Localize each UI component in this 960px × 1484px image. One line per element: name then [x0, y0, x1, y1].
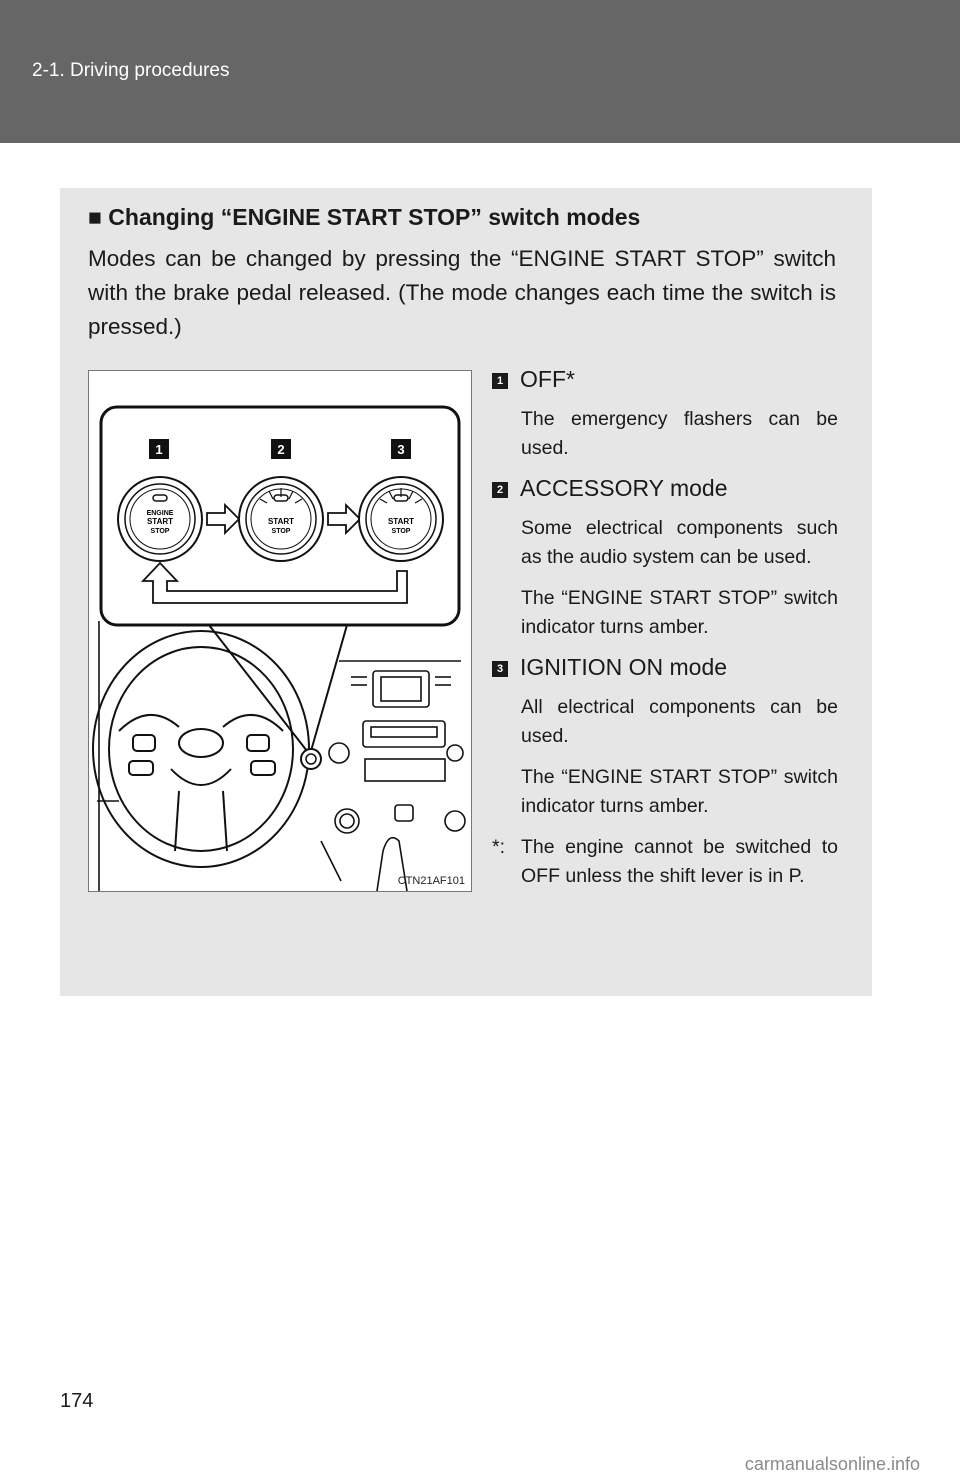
number-badge-2: 2	[492, 482, 508, 498]
page-number: 174	[60, 1390, 94, 1412]
mode-name: ACCESSORY mode	[520, 475, 728, 501]
number-badge-3: 3	[492, 661, 508, 677]
svg-text:STOP: STOP	[271, 528, 291, 535]
info-panel	[60, 188, 872, 996]
number-badge-1: 1	[492, 373, 508, 389]
mode-description: The “ENGINE START STOP” switch indicator turns amber.	[521, 587, 838, 638]
mode-heading-ignition	[492, 654, 838, 681]
mode-description: All electrical components can be used.	[521, 696, 838, 747]
footnote-mark: *:	[492, 836, 506, 858]
panel-title-text: Changing “ENGINE START STOP” switch modes	[108, 204, 641, 230]
mode-description: The emergency flashers can be used.	[521, 408, 838, 459]
dashboard-illustration-icon	[89, 371, 471, 891]
svg-text:START: START	[267, 517, 295, 526]
svg-text:3: 3	[397, 442, 405, 457]
mode-description: Some electrical components such as the audio system can be used.	[521, 517, 838, 568]
switch-button-ignition	[359, 477, 443, 561]
figure-badge-2	[271, 439, 291, 459]
mode-heading-off	[492, 366, 838, 393]
svg-text:ENGINE: ENGINE	[146, 510, 174, 517]
mode-description: The “ENGINE START STOP” switch indicator turns amber.	[521, 766, 838, 817]
page-header	[0, 0, 960, 143]
svg-text:1: 1	[155, 442, 163, 457]
svg-text:START: START	[146, 517, 174, 526]
switch-illustration	[88, 370, 472, 892]
mode-heading-accessory	[492, 475, 838, 502]
svg-text:STOP: STOP	[391, 528, 411, 535]
intro-paragraph: Modes can be changed by pressing the “ENGINE START STOP” switch with the brake pedal released. (The mode changes each time the switch is pressed.)	[88, 246, 836, 339]
switch-button-off	[118, 477, 202, 561]
mode-name: OFF*	[520, 366, 575, 392]
figure-code: CTN21AF101	[397, 875, 465, 887]
mode-name: IGNITION ON mode	[520, 654, 728, 680]
footnote	[492, 833, 838, 891]
footnote-text: The engine cannot be switched to OFF unless the shift lever is in P.	[521, 836, 838, 887]
svg-text:STOP: STOP	[150, 528, 170, 535]
svg-text:START: START	[387, 517, 415, 526]
panel-title	[88, 204, 640, 231]
watermark: carmanualsonline.info	[744, 1454, 920, 1474]
mode-list	[492, 366, 838, 891]
figure-badge-3	[391, 439, 411, 459]
figure-badge-1	[149, 439, 169, 459]
section-title-header: 2-1. Driving procedures	[32, 60, 230, 81]
svg-text:2: 2	[277, 442, 285, 457]
switch-button-accessory	[239, 477, 323, 561]
bullet-icon: ■	[88, 204, 102, 230]
